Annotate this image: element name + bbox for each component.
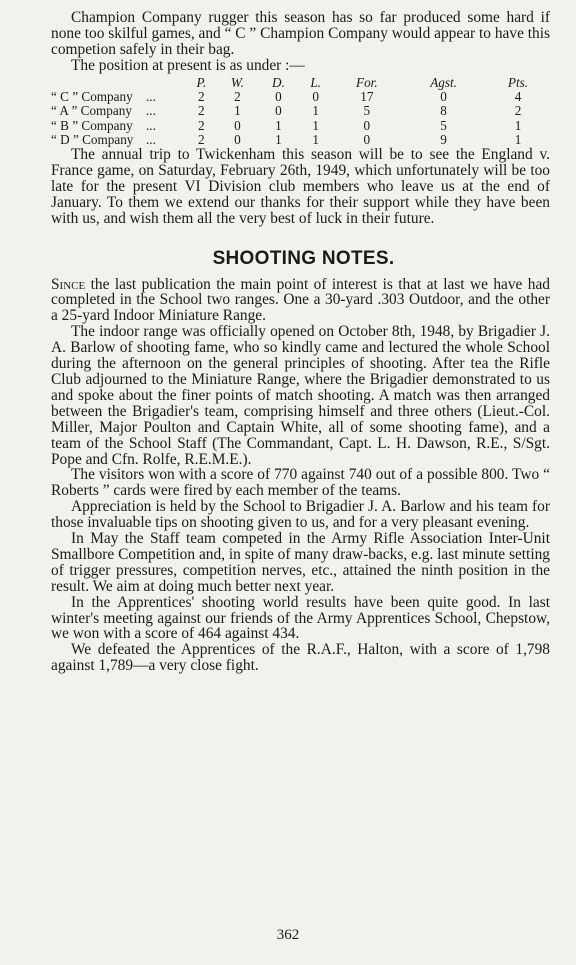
- cell-won: 0: [234, 131, 241, 147]
- table-row: [51, 119, 550, 133]
- rugger-paragraph-1: [51, 10, 550, 58]
- table-row: [51, 104, 550, 118]
- shooting-paragraph-2: [51, 324, 550, 467]
- cell-drawn: 0: [275, 103, 282, 119]
- cell-played: 2: [198, 131, 205, 147]
- cell-drawn: 1: [275, 117, 282, 133]
- cell-won: 0: [234, 117, 241, 133]
- cell-for: 0: [363, 131, 371, 147]
- cell-played: 2: [198, 103, 205, 119]
- cell-points: 4: [514, 88, 522, 104]
- column-header-played: P.: [196, 74, 207, 90]
- shooting-paragraph-6-text: In the Apprentices' shooting world results have been quite good. In last winter's meeting against our friends of the Army Apprentices School, Chepstow, we won with a score of 464 against 434.: [51, 593, 550, 643]
- rugger-paragraph-2-text: The annual trip to Twickenham this season will be to see the England v. France game, on Saturday, February 26th, 1949, which unfortunately will be too late for the present VI Division club members who leave us at the end of January. To them we extend our thanks for their support while they have been with us, and wish them all the very best of luck in their future.: [51, 146, 550, 227]
- cell-points: 2: [514, 103, 522, 119]
- table-row: [51, 133, 550, 147]
- cell-for: 0: [363, 117, 371, 133]
- standings-header-row: [51, 76, 550, 90]
- shooting-paragraph-7-text: We defeated the Apprentices of the R.A.F., Halton, with a score of 1,798 against 1,789—a very close fight.: [51, 641, 550, 675]
- cell-won: 1: [234, 103, 241, 119]
- rugger-paragraph-2: [51, 147, 550, 227]
- cell-played: 2: [198, 88, 205, 104]
- leader-dots: ...: [146, 88, 156, 104]
- shooting-paragraph-1-text: the last publication the main point of interest is that at last we have had completed in the School two ranges. One a 30-yard .303 Outdoor, and the other a 25-yard Indoor Miniature Range.: [51, 275, 550, 325]
- page-number: 362: [276, 927, 300, 943]
- leader-dots: ...: [146, 103, 156, 119]
- cell-lost: 1: [312, 117, 319, 133]
- column-header-lost: L.: [310, 74, 321, 90]
- standings-intro-text: The position at present is as under :—: [71, 56, 305, 74]
- team-name: “ D ” Company: [51, 131, 134, 147]
- cell-drawn: 0: [275, 88, 282, 104]
- column-header-won: W.: [230, 74, 244, 90]
- rugger-paragraph-1-text: Champion Company rugger this season has so far produced some hard if none too skilful games, and “ C ” Champion Company would appear to have this competion safely in their bag.: [51, 9, 550, 58]
- shooting-paragraph-2-text: The indoor range was officially opened on October 8th, 1948, by Brigadier J. A. Barlow of shooting fame, who so kindly came and lectured the whole School during the afternoon on the general principles of shooting. After tea the Rifle Club adjourned to the Miniature Range, where the Brigadier demonstrated to us and spoke about the finer points of match shooting. A match was then arranged between the Brigadier's team, comprising himself and three others (Lieut.-Col. Miller, Major Poulton and Captain White, all of some shooting fame), and a team of the School Staff (The Commandant, Capt. L. H. Dawson, R.E., S/Sgt. Pope and Cfn. Rolfe, R.E.M.E.).: [51, 323, 550, 468]
- cell-for: 5: [363, 103, 371, 119]
- cell-lost: 1: [312, 103, 319, 119]
- team-name: “ A ” Company: [51, 103, 132, 119]
- cell-points: 1: [514, 131, 522, 147]
- cell-against: 5: [440, 117, 447, 133]
- shooting-paragraph-1: [51, 277, 550, 325]
- shooting-paragraph-4: [51, 499, 550, 531]
- shooting-paragraph-5-text: In May the Staff team competed in the Army Rifle Association Inter-Unit Smallbore Competition and, in spite of many draw-backs, e.g. last minute setting of trigger pressures, competition nerves, etc., attained the ninth position in the result. We aim at doing much better next year.: [51, 530, 550, 595]
- opening-word: Since: [51, 275, 86, 293]
- cell-against: 8: [440, 103, 447, 119]
- cell-for: 17: [360, 88, 374, 104]
- cell-points: 1: [514, 117, 522, 133]
- section-heading: SHOOTING NOTES.: [212, 247, 395, 269]
- leader-dots: ...: [146, 131, 156, 147]
- shooting-paragraph-5: [51, 531, 550, 595]
- cell-played: 2: [198, 117, 205, 133]
- leader-dots: ...: [146, 117, 156, 133]
- standings-table: [51, 76, 550, 147]
- cell-drawn: 1: [275, 131, 282, 147]
- column-header-drawn: D.: [272, 74, 285, 90]
- column-header-against: Agst.: [430, 74, 457, 90]
- cell-won: 2: [234, 88, 241, 104]
- shooting-paragraph-6: [51, 595, 550, 643]
- cell-lost: 1: [312, 131, 319, 147]
- team-name: “ C ” Company: [51, 88, 133, 104]
- standings-intro: [51, 58, 570, 74]
- shooting-paragraph-4-text: Appreciation is held by the School to Brigadier J. A. Barlow and his team for those invaluable tips on shooting given to us, and for a very pleasant evening.: [51, 498, 550, 532]
- column-header-for: For.: [356, 74, 378, 90]
- table-row: [51, 90, 550, 104]
- cell-against: 0: [440, 88, 447, 104]
- shooting-paragraph-3: [51, 467, 550, 499]
- shooting-paragraph-7: [51, 642, 550, 674]
- column-header-points: Pts.: [507, 74, 529, 90]
- cell-against: 9: [440, 131, 447, 147]
- dots-column-header: [146, 76, 186, 90]
- shooting-paragraph-3-text: The visitors won with a score of 770 against 740 out of a possible 800. Two “ Roberts ” cards were fired by each member of the teams.: [51, 466, 550, 500]
- team-column-header: [51, 76, 146, 90]
- team-name: “ B ” Company: [51, 117, 133, 133]
- cell-lost: 0: [312, 88, 319, 104]
